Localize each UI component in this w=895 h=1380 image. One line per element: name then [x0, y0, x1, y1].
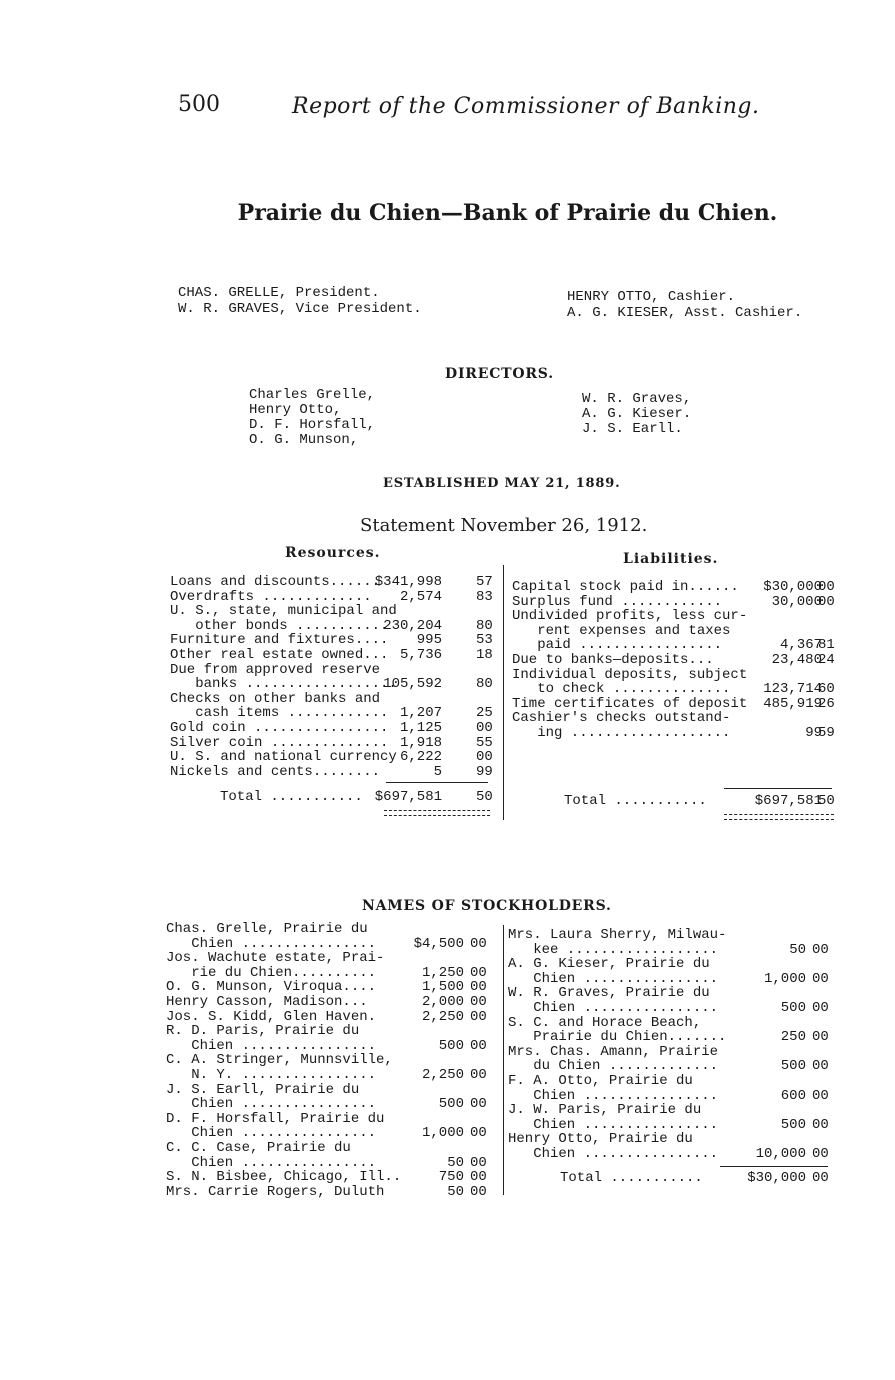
table-row	[508, 1103, 838, 1118]
table-row	[166, 1053, 496, 1068]
row-dollars: 1,500	[421, 979, 464, 996]
row-dollars: 4,367	[779, 637, 822, 654]
row-label: U. S. and national currency	[170, 749, 397, 766]
row-label: Surplus fund ............	[512, 593, 723, 610]
row-dollars: 23,480	[771, 651, 822, 668]
row-label: Loans and discounts......	[170, 574, 381, 590]
row-label: du Chien .............	[508, 1058, 719, 1075]
officer-asst-cashier: A. G. KIESER, Asst. Cashier.	[567, 305, 803, 321]
row-label: S. N. Bisbee, Chicago, Ill..	[166, 1169, 402, 1186]
row-dollars: $30,000	[763, 579, 822, 595]
row-dollars: 105,592	[383, 676, 442, 693]
table-row	[512, 595, 842, 610]
table-row	[166, 1039, 496, 1054]
row-dollars: 2,574	[399, 588, 442, 605]
table-row	[508, 986, 838, 1001]
row-cents: 00	[470, 935, 487, 952]
table-row	[512, 580, 842, 595]
table-row	[166, 922, 496, 937]
row-label: Mrs. Carrie Rogers, Duluth	[166, 1183, 385, 1200]
directors-heading: DIRECTORS.	[445, 366, 554, 382]
row-dollars: 250	[780, 1029, 806, 1046]
table-row	[166, 1170, 496, 1185]
row-label: Nickels and cents........	[170, 763, 381, 780]
table-row	[512, 711, 842, 726]
total-dollars: $697,581	[374, 789, 442, 805]
stockholders-column-divider	[503, 925, 504, 1195]
row-cents: 83	[476, 588, 493, 605]
stockholders-right-table	[508, 928, 838, 1162]
row-label: Chien ................	[508, 1087, 719, 1104]
row-label: Silver coin ..............	[170, 734, 389, 751]
table-row	[508, 1147, 838, 1162]
row-label: A. G. Kieser, Prairie du	[508, 956, 710, 973]
row-cents: 00	[470, 1096, 487, 1113]
row-label: Due from approved reserve	[170, 661, 381, 678]
table-row	[170, 575, 500, 590]
row-label: Henry Casson, Madison...	[166, 993, 368, 1010]
table-row	[508, 1045, 838, 1060]
row-dollars: 500	[438, 1037, 464, 1054]
row-dollars: 6,222	[399, 749, 442, 766]
row-dollars: 50	[447, 1154, 464, 1171]
row-label: Overdrafts .............	[170, 588, 372, 605]
row-dollars: 500	[780, 1058, 806, 1075]
table-row	[512, 668, 842, 683]
director-name: O. G. Munson,	[249, 432, 359, 448]
row-label: Cashier's checks outstand-	[512, 710, 731, 727]
resources-double-rule	[384, 810, 490, 816]
row-dollars: 50	[789, 941, 806, 958]
director-name: W. R. Graves,	[582, 391, 692, 407]
table-row	[170, 619, 500, 634]
row-cents: 00	[470, 979, 487, 996]
row-dollars: 1,000	[763, 970, 806, 987]
row-label: Chien ................	[166, 1154, 377, 1171]
table-row	[170, 663, 500, 678]
row-label: Undivided profits, less cur-	[512, 608, 748, 625]
row-cents: 57	[476, 574, 493, 590]
liabilities-heading: Liabilities.	[623, 551, 719, 567]
row-cents: 00	[812, 1116, 829, 1133]
total-dollars: $697,581	[754, 793, 822, 809]
row-label: Other real estate owned...	[170, 646, 389, 663]
row-dollars: 99	[805, 724, 822, 741]
table-row	[170, 633, 500, 648]
row-cents: 00	[818, 579, 835, 595]
row-cents: 55	[476, 734, 493, 751]
row-cents: 18	[476, 646, 493, 663]
director-name: A. G. Kieser.	[582, 406, 692, 422]
row-label: O. G. Munson, Viroqua....	[166, 979, 377, 996]
liabilities-total-rule	[724, 788, 832, 789]
row-label: Chien ................	[508, 1145, 719, 1162]
table-row	[166, 937, 496, 952]
liabilities-total-row	[512, 794, 842, 809]
total-cents: 00	[812, 1170, 829, 1186]
row-dollars: 230,204	[383, 617, 442, 634]
row-dollars: 500	[438, 1096, 464, 1113]
row-label: Chas. Grelle, Prairie du	[166, 921, 368, 937]
row-cents: 25	[476, 705, 493, 722]
table-row	[170, 677, 500, 692]
row-label: Jos. S. Kidd, Glen Haven.	[166, 1008, 377, 1025]
row-label: Chien ................	[166, 1037, 377, 1054]
row-cents: 99	[476, 763, 493, 780]
row-cents: 53	[476, 632, 493, 649]
row-dollars: 2,250	[421, 1008, 464, 1025]
directors-left	[249, 388, 375, 448]
row-cents: 00	[818, 593, 835, 610]
table-row	[170, 765, 500, 780]
row-dollars: 1,918	[399, 734, 442, 751]
table-row	[508, 1089, 838, 1104]
table-row	[170, 590, 500, 605]
row-label: C. A. Stringer, Munnsville,	[166, 1052, 393, 1069]
row-label: Chien ................	[166, 1125, 377, 1142]
statement-column-divider	[503, 565, 504, 820]
statement-date: Statement November 26, 1912.	[360, 515, 648, 536]
table-row	[166, 1068, 496, 1083]
row-dollars: 500	[780, 1116, 806, 1133]
row-cents: 00	[470, 1154, 487, 1171]
row-dollars: 10,000	[755, 1145, 806, 1162]
officer-cashier: HENRY OTTO, Cashier.	[567, 289, 736, 305]
row-label: Prairie du Chien.......	[508, 1029, 727, 1046]
table-row	[170, 604, 500, 619]
row-label: Mrs. Laura Sherry, Milwau-	[508, 927, 727, 943]
row-label: C. C. Case, Prairie du	[166, 1139, 351, 1156]
row-label: Chien ................	[508, 970, 719, 987]
table-row	[508, 1132, 838, 1147]
row-dollars: $341,998	[374, 574, 442, 590]
row-label: R. D. Paris, Prairie du	[166, 1023, 360, 1040]
table-row	[170, 721, 500, 736]
row-dollars: 1,000	[421, 1125, 464, 1142]
total-label: Total ...........	[564, 793, 707, 809]
row-cents: 00	[476, 749, 493, 766]
row-dollars: 5,736	[399, 646, 442, 663]
table-row	[512, 638, 842, 653]
row-label: Chien ................	[508, 1116, 719, 1133]
table-row	[508, 943, 838, 958]
director-name: J. S. Earll.	[582, 421, 683, 437]
row-cents: 00	[470, 964, 487, 981]
row-label: Due to banks—deposits...	[512, 651, 714, 668]
table-row	[166, 1126, 496, 1141]
row-cents: 00	[470, 1125, 487, 1142]
row-label: S. C. and Horace Beach,	[508, 1014, 702, 1031]
table-row	[166, 1010, 496, 1025]
table-row	[508, 1074, 838, 1089]
table-row	[508, 957, 838, 972]
row-cents: 81	[818, 637, 835, 654]
row-label: rent expenses and taxes	[512, 622, 731, 639]
row-cents: 80	[476, 617, 493, 634]
table-row	[512, 682, 842, 697]
director-name: D. F. Horsfall,	[249, 417, 376, 433]
officers-left	[178, 285, 422, 317]
table-row	[166, 1083, 496, 1098]
row-cents: 59	[818, 724, 835, 741]
row-label: Chien ................	[166, 935, 377, 952]
stockholders-total-row	[508, 1171, 838, 1186]
table-row	[170, 706, 500, 721]
row-cents: 00	[812, 970, 829, 987]
row-label: W. R. Graves, Prairie du	[508, 985, 710, 1002]
table-row	[170, 692, 500, 707]
row-dollars: 5	[433, 763, 442, 780]
established-line: ESTABLISHED MAY 21, 1889.	[383, 476, 621, 491]
row-cents: 00	[812, 1058, 829, 1075]
row-dollars: $4,500	[413, 935, 464, 952]
resources-total-row	[170, 790, 500, 805]
total-label: Total ...........	[220, 789, 363, 805]
row-dollars: 750	[438, 1169, 464, 1186]
row-dollars: 50	[447, 1183, 464, 1200]
row-label: F. A. Otto, Prairie du	[508, 1072, 693, 1089]
officers-right	[567, 289, 802, 321]
resources-table	[170, 575, 500, 779]
bank-title: Prairie du Chien—Bank of Prairie du Chien.	[237, 200, 778, 226]
row-label: Checks on other banks and	[170, 690, 381, 707]
row-cents: 00	[470, 993, 487, 1010]
row-dollars: 600	[780, 1087, 806, 1104]
row-label: paid .................	[512, 637, 723, 654]
row-cents: 00	[812, 999, 829, 1016]
director-name: Charles Grelle,	[249, 387, 376, 403]
row-dollars: 1,250	[421, 964, 464, 981]
row-cents: 00	[812, 1087, 829, 1104]
table-row	[508, 1001, 838, 1016]
table-row	[512, 726, 842, 741]
row-dollars: 2,000	[421, 993, 464, 1010]
table-row	[508, 972, 838, 987]
table-row	[512, 697, 842, 712]
table-row	[508, 1030, 838, 1045]
row-cents: 00	[470, 1066, 487, 1083]
row-dollars: 1,125	[399, 719, 442, 736]
row-label: J. S. Earll, Prairie du	[166, 1081, 360, 1098]
table-row	[508, 1016, 838, 1031]
total-cents: 50	[476, 789, 493, 805]
row-dollars: 2,250	[421, 1066, 464, 1083]
row-cents: 00	[470, 1169, 487, 1186]
row-dollars: 485,919	[763, 695, 822, 712]
table-row	[166, 951, 496, 966]
table-row	[166, 980, 496, 995]
row-cents: 00	[812, 941, 829, 958]
row-cents: 80	[476, 676, 493, 693]
row-label: ing ...................	[512, 724, 731, 741]
table-row	[508, 1118, 838, 1133]
stockholders-total-rule	[720, 1166, 828, 1167]
row-label: Jos. Wachute estate, Prai-	[166, 950, 385, 967]
resources-total-rule	[386, 782, 488, 783]
table-row	[512, 609, 842, 624]
row-label: Henry Otto, Prairie du	[508, 1131, 693, 1148]
table-row	[166, 1024, 496, 1039]
row-dollars: 30,000	[771, 593, 822, 610]
liabilities-double-rule	[724, 814, 834, 820]
table-row	[166, 1141, 496, 1156]
row-label: Gold coin ................	[170, 719, 389, 736]
resources-heading: Resources.	[285, 545, 381, 561]
table-row	[166, 1097, 496, 1112]
row-label: cash items ............	[170, 705, 389, 722]
row-label: D. F. Horsfall, Prairie du	[166, 1110, 385, 1127]
table-row	[166, 995, 496, 1010]
row-label: to check ..............	[512, 681, 731, 698]
table-row	[170, 750, 500, 765]
row-dollars: 995	[416, 632, 442, 649]
row-dollars: 1,207	[399, 705, 442, 722]
row-cents: 26	[818, 695, 835, 712]
row-label: Capital stock paid in......	[512, 579, 739, 595]
table-row	[512, 624, 842, 639]
row-cents: 60	[818, 681, 835, 698]
row-cents: 00	[470, 1037, 487, 1054]
row-label: Furniture and fixtures....	[170, 632, 389, 649]
row-label: Chien ................	[166, 1096, 377, 1113]
table-row	[166, 966, 496, 981]
row-label: N. Y. ................	[166, 1066, 377, 1083]
officer-president: CHAS. GRELLE, President.	[178, 285, 380, 301]
row-cents: 00	[476, 719, 493, 736]
total-label: Total ...........	[560, 1170, 703, 1186]
row-label: rie du Chien..........	[166, 964, 377, 981]
row-label: Individual deposits, subject	[512, 666, 748, 683]
row-cents: 00	[470, 1008, 487, 1025]
stockholders-left-table	[166, 922, 496, 1199]
row-label: other bonds ...........	[170, 617, 389, 634]
director-name: Henry Otto,	[249, 402, 342, 418]
table-row	[508, 928, 838, 943]
row-label: Mrs. Chas. Amann, Prairie	[508, 1043, 719, 1060]
table-row	[170, 736, 500, 751]
stockholders-heading: NAMES OF STOCKHOLDERS.	[362, 898, 612, 914]
table-row	[166, 1156, 496, 1171]
table-row	[166, 1112, 496, 1127]
total-dollars: $30,000	[747, 1170, 806, 1186]
page-number: 500	[178, 92, 220, 117]
liabilities-table	[512, 580, 842, 741]
row-label: U. S., state, municipal and	[170, 603, 397, 620]
running-title: Report of the Commissioner of Banking.	[292, 94, 760, 119]
table-row	[512, 653, 842, 668]
row-cents: 24	[818, 651, 835, 668]
total-cents: 50	[818, 793, 835, 809]
row-dollars: 123,714	[763, 681, 822, 698]
table-row	[508, 1059, 838, 1074]
row-cents: 00	[812, 1029, 829, 1046]
table-row	[170, 648, 500, 663]
row-label: Time certificates of deposit	[512, 695, 748, 712]
directors-right	[582, 392, 691, 437]
row-cents: 00	[812, 1145, 829, 1162]
officer-vice-president: W. R. GRAVES, Vice President.	[178, 301, 422, 317]
row-dollars: 500	[780, 999, 806, 1016]
row-cents: 00	[470, 1183, 487, 1200]
row-label: kee ..................	[508, 941, 719, 958]
table-row	[166, 1185, 496, 1200]
row-label: banks ..................	[170, 676, 397, 693]
row-label: J. W. Paris, Prairie du	[508, 1102, 702, 1119]
row-label: Chien ................	[508, 999, 719, 1016]
